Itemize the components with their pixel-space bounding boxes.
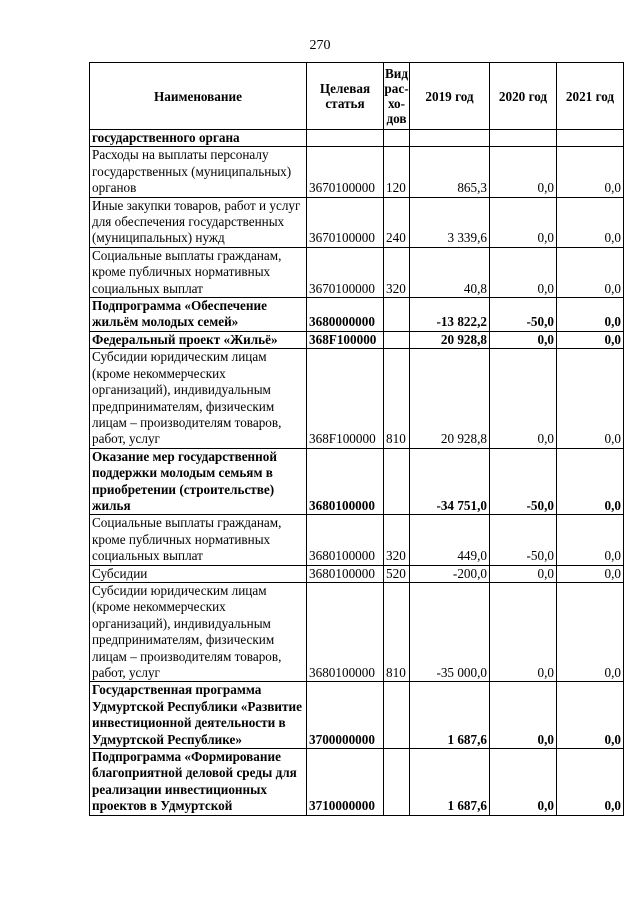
row-code-cell: 3680100000	[307, 448, 384, 515]
header-name: Наименование	[90, 63, 307, 130]
header-2021: 2021 год	[557, 63, 624, 130]
table-row	[90, 448, 624, 515]
row-kind-cell	[384, 682, 410, 749]
row-kind-cell: 810	[384, 582, 410, 681]
row-2019-cell: -200,0	[410, 565, 490, 582]
row-2019-cell: -35 000,0	[410, 582, 490, 681]
row-name-cell: Подпрограмма «Формирование благоприятной деловой среды для реализации инвестиционных проектов в Удмуртской	[90, 749, 307, 816]
page-number: 270	[309, 38, 331, 53]
row-kind-cell: 240	[384, 197, 410, 247]
table-row	[90, 515, 624, 565]
row-2019-cell: 865,3	[410, 147, 490, 197]
table-body	[90, 130, 624, 816]
row-code-cell: 368F100000	[307, 331, 384, 348]
row-kind-cell	[384, 331, 410, 348]
row-code-cell: 3680100000	[307, 565, 384, 582]
table-row	[90, 682, 624, 749]
row-kind-cell: 320	[384, 515, 410, 565]
row-kind-cell: 520	[384, 565, 410, 582]
row-2019-cell: -13 822,2	[410, 298, 490, 332]
row-2021-cell: 0,0	[557, 582, 624, 681]
table-header-row	[90, 63, 624, 130]
row-name-cell: Социальные выплаты гражданам, кроме публичных нормативных социальных выплат	[90, 247, 307, 297]
row-2020-cell	[490, 130, 557, 147]
row-2020-cell: -50,0	[490, 515, 557, 565]
header-2019: 2019 год	[410, 63, 490, 130]
row-2021-cell	[557, 130, 624, 147]
row-2020-cell: 0,0	[490, 582, 557, 681]
row-name-cell: государственного органа	[90, 130, 307, 147]
row-code-cell: 3670100000	[307, 247, 384, 297]
row-code-cell: 3680100000	[307, 515, 384, 565]
row-2019-cell: 20 928,8	[410, 331, 490, 348]
row-code-cell: 3680000000	[307, 298, 384, 332]
header-kind: Вид рас-хо-дов	[384, 63, 410, 130]
row-2019-cell: 40,8	[410, 247, 490, 297]
row-2020-cell: 0,0	[490, 682, 557, 749]
row-2020-cell: 0,0	[490, 147, 557, 197]
row-kind-cell	[384, 298, 410, 332]
row-name-cell: Социальные выплаты гражданам, кроме публичных нормативных социальных выплат	[90, 515, 307, 565]
table-row	[90, 247, 624, 297]
table-row	[90, 331, 624, 348]
row-kind-cell	[384, 130, 410, 147]
row-2019-cell: 3 339,6	[410, 197, 490, 247]
row-2020-cell: 0,0	[490, 749, 557, 816]
row-2019-cell: -34 751,0	[410, 448, 490, 515]
row-name-cell: Иные закупки товаров, работ и услуг для обеспечения государственных (муниципальных) нужд	[90, 197, 307, 247]
row-2021-cell: 0,0	[557, 448, 624, 515]
row-code-cell: 3670100000	[307, 197, 384, 247]
table-row	[90, 349, 624, 448]
row-code-cell	[307, 130, 384, 147]
row-name-cell: Государственная программа Удмуртской Республики «Развитие инвестиционной деятельности в Удмуртской Республике»	[90, 682, 307, 749]
row-2021-cell: 0,0	[557, 349, 624, 448]
table-row	[90, 582, 624, 681]
row-name-cell: Оказание мер государственной поддержки молодым семьям в приобретении (строительстве) жилья	[90, 448, 307, 515]
row-kind-cell: 120	[384, 147, 410, 197]
table-row	[90, 298, 624, 332]
row-2021-cell: 0,0	[557, 147, 624, 197]
table-row	[90, 147, 624, 197]
row-2021-cell: 0,0	[557, 331, 624, 348]
row-code-cell: 3710000000	[307, 749, 384, 816]
row-2021-cell: 0,0	[557, 298, 624, 332]
table-row	[90, 565, 624, 582]
row-kind-cell	[384, 749, 410, 816]
header-code: Целевая статья	[307, 63, 384, 130]
row-code-cell: 3670100000	[307, 147, 384, 197]
budget-table	[89, 62, 624, 816]
row-name-cell: Субсидии юридическим лицам (кроме некоммерческих организаций), индивидуальным предпринимателям, физическим лицам – производителям товаров, работ, услуг	[90, 349, 307, 448]
row-2020-cell: -50,0	[490, 448, 557, 515]
row-2021-cell: 0,0	[557, 197, 624, 247]
row-name-cell: Федеральный проект «Жильё»	[90, 331, 307, 348]
header-2020: 2020 год	[490, 63, 557, 130]
row-code-cell: 368F100000	[307, 349, 384, 448]
row-name-cell: Субсидии юридическим лицам (кроме некоммерческих организаций), индивидуальным предпринимателям, физическим лицам – производителям товаров, работ, услуг	[90, 582, 307, 681]
row-code-cell: 3680100000	[307, 582, 384, 681]
row-2019-cell: 449,0	[410, 515, 490, 565]
row-2019-cell: 1 687,6	[410, 749, 490, 816]
row-2021-cell: 0,0	[557, 515, 624, 565]
row-2021-cell: 0,0	[557, 749, 624, 816]
row-name-cell: Подпрограмма «Обеспечение жильём молодых семей»	[90, 298, 307, 332]
row-2021-cell: 0,0	[557, 682, 624, 749]
row-kind-cell: 320	[384, 247, 410, 297]
row-2020-cell: -50,0	[490, 298, 557, 332]
row-name-cell: Субсидии	[90, 565, 307, 582]
table-row	[90, 130, 624, 147]
row-2020-cell: 0,0	[490, 247, 557, 297]
row-kind-cell	[384, 448, 410, 515]
row-2020-cell: 0,0	[490, 331, 557, 348]
row-2021-cell: 0,0	[557, 565, 624, 582]
table-row	[90, 749, 624, 816]
row-2020-cell: 0,0	[490, 197, 557, 247]
row-code-cell: 3700000000	[307, 682, 384, 749]
row-2019-cell	[410, 130, 490, 147]
row-name-cell: Расходы на выплаты персоналу государственных (муниципальных) органов	[90, 147, 307, 197]
row-2019-cell: 1 687,6	[410, 682, 490, 749]
row-2021-cell: 0,0	[557, 247, 624, 297]
row-2019-cell: 20 928,8	[410, 349, 490, 448]
table-row	[90, 197, 624, 247]
row-2020-cell: 0,0	[490, 565, 557, 582]
row-2020-cell: 0,0	[490, 349, 557, 448]
row-kind-cell: 810	[384, 349, 410, 448]
